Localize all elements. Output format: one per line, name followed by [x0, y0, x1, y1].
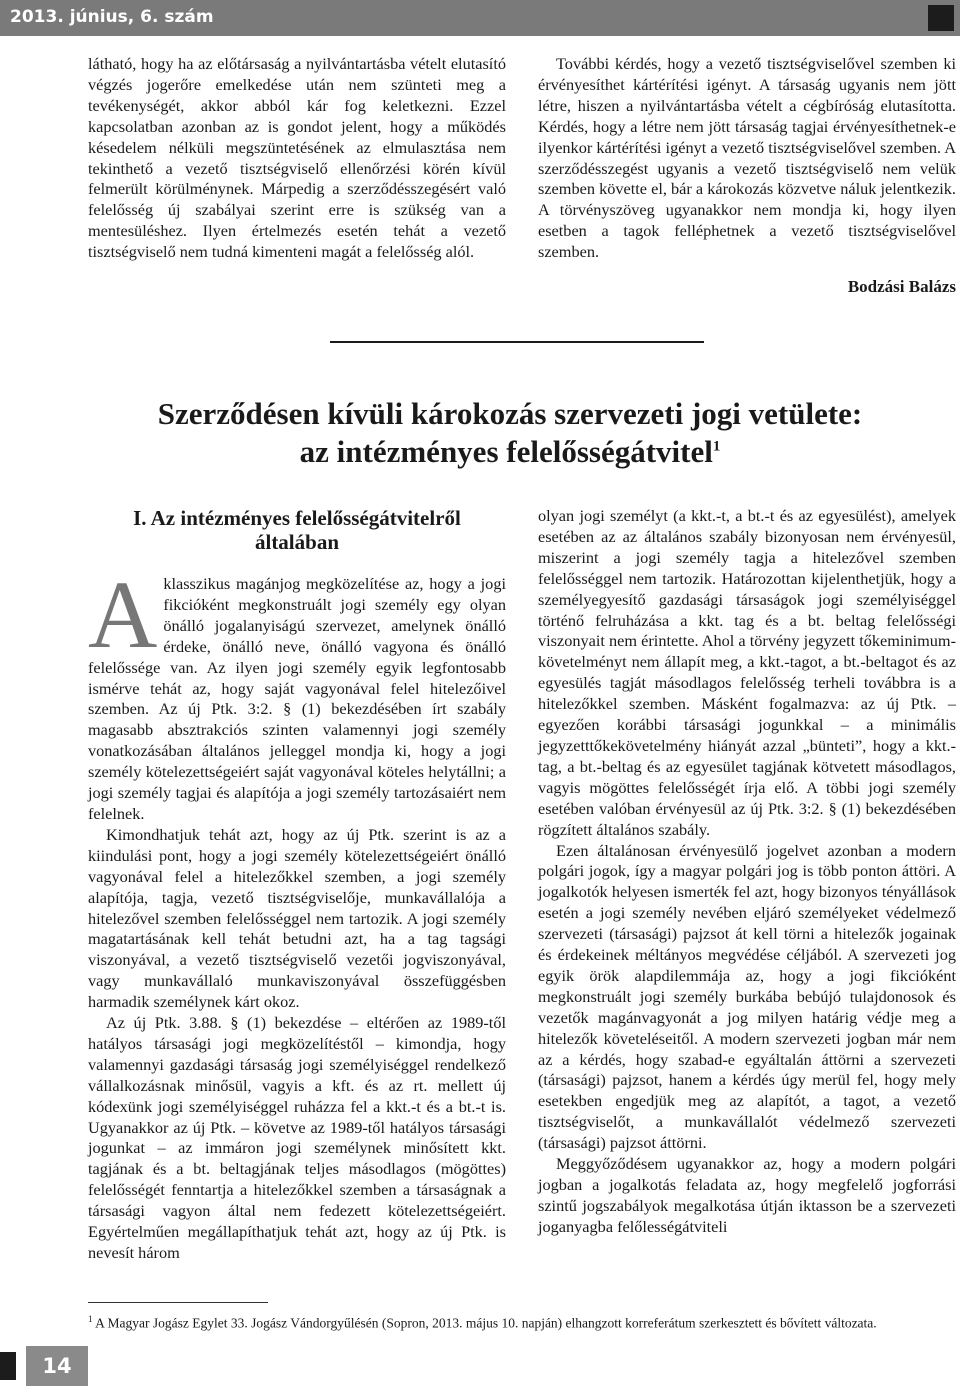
top-left-column	[88, 54, 506, 263]
first-paragraph: A klasszikus magánjog megközelítése az, hogy a jogi fikcióként megkonstruált jogi személy egy olyan önálló jogalanyiságú szervezet, amelynek önálló érdeke, önálló neve, önálló vagyona és önálló felelőssége van. Az ilyen jogi személy egyik legfontosabb ismérve tehát az, hogy saját vagyonával felel hitelezőivel szemben. Az új Ptk. 3:2. § (1) bekezdésében írt szabály magasabb absztrakciós szinten valamennyi jogi személy vonatkozásában általános jelleggel mondja ki, hogy a jogi személy kötelezettségeiért saját vagyonával köteles helytállni; a jogi személy tagjai és alapítója a jogi személy tartozásaiért nem felelnek.	[88, 561, 506, 823]
corner-marker	[928, 5, 954, 31]
paragraph: Meggyőződésem ugyanakkor az, hogy a modern polgári jogban a jogalkotás feladata az, hogy megfelelő jogforrási szintű jogszabályok megalkotása útján iktasson be a szervezeti joganyagba felőlességátviteli	[538, 1154, 956, 1236]
footnote-mark: 1	[88, 1314, 93, 1324]
article-title-line-1: Szerződésen kívüli károkozás szervezeti jogi vetülete:	[157, 396, 863, 431]
header-bar	[0, 0, 960, 36]
drop-cap: A	[88, 561, 158, 668]
section-heading: I. Az intézményes felelősségátvitelről általában	[133, 506, 461, 554]
title-footnote-mark[interactable]: 1	[712, 438, 721, 455]
issue-date: 2013. június, 6. szám	[10, 7, 214, 27]
paragraph: Ezen általánosan érvényesülő jogelvet azonban a modern polgári jogok, így a magyar polgári jog is több ponton áttöri. A jogalkotók helyesen ismerték fel azt, hogy bizonyos tényállások esetén a jogi személy nevében eljáró személyeket védelmező szervezeti (társasági) pajzsot át kell törni a hitelezők jogainak és érdekeinek méltányos megvédése céljából. A szervezeti jog egyik örök alapdilemmája az, hogy a jogi fikcióként megkonstruált jogi személy burkába bebújó tulajdonosok és vezetők magánvagyonát a jog milyen határig védje meg a hitelezők követeléseitől. A modern szervezeti jogban már nem az a kérdés, hogy szabad-e egyáltalán áttörni a szervezeti (társasági) pajzsot, hanem a kérdés úgy merül fel, hogy mely esetekben engedjük meg az alapítót, a tagot, a vezető tisztségviselőt, a munkavállalót védelmező szervezeti (társasági) pajzsot áttörni.	[538, 840, 956, 1153]
paragraph: olyan jogi személyt (a kkt.-t, a bt.-t és az egyesülést), amelyek esetében az az általános szabály bizonyosan nem érvényesül, miszerint a jogi személy tagja a hitelezővel szemben felelősséggel nem tartozik. Határozottan kijelenthetjük, hogy a személyegyesítő gazdasági társaságok jogi személyiséggel történő felruházása a kkt. tag és a bt. beltag felelősségi viszonyait nem érintette. Ahol a törvény jegyzett tőkeminimum-követelményt nem állapít meg, a kkt.-tagot, a bt.-beltagot és az egyesülés tagját másodlagos felelősség terheli továbbra is a hitelezőkkel szemben. Másként fogalmazva: az új Ptk. – egyezően korábbi társasági jogunkkal – a minimális jegyzetttőkekövetelmény hiányát azzal „bünteti”, hogy a kkt.-tag, a bt.-beltag és az egyesület tagjának kötvetett másodlagos, vagyis mögöttes felelősségét írja elő. A többi jogi személy esetében valóban érvényesül az új Ptk. 3:2. § (1) bekezdésében rögzített általános szabály.	[538, 506, 956, 839]
article-title-line-2: az intézményes felelősségátvitel$^1$	[299, 434, 721, 469]
bottom-left-column	[88, 506, 506, 1264]
paragraph: Az új Ptk. 3.88. § (1) bekezdése – eltérően az 1989-től hatályos társasági jogi megközelítéstől – kimondja, hogy valamennyi gazdasági társaság jogi személyiséggel rendelkező vállalkozásnak minősül, vagyis a kft. és az rt. mellett új kódexünk jogi személyiséggel ruházza fel a kkt.-t és a bt.-t is. Ugyanakkor az új Ptk. – követve az 1989-től hatályos társasági jogunkat – az immáron jogi személynek minősített kkt. tagjának és a bt. beltagjának teljes másodlagos (mögöttes) felelősségét fenntartja a hitelezőkkel szemben a társaságnak a társasági vagyon által nem fedezett kötelezettségeiért. Egyértelműen megállapíthatjuk tehát azt, hogy az új Ptk. is nevesít három	[88, 1013, 506, 1262]
article-title	[60, 395, 960, 471]
bottom-right-column	[538, 506, 956, 1238]
footnote-divider	[88, 1302, 268, 1303]
page-number: 14	[26, 1346, 88, 1386]
page-tab-marker	[0, 1352, 16, 1380]
top-right-column	[538, 54, 956, 298]
author-signature: Bodzási Balázs	[847, 277, 956, 297]
paragraph: További kérdés, hogy a vezető tisztségviselővel szemben ki érvényesíthet kártérítési igényt. A társaság ugyanis nem jött létre, hiszen a nyilvántartásba vételt a cégbíróság elutasította. Kérdés, hogy a létre nem jött társaság tagjai érvényesíthetnek-e ilyenkor kártérítési igényt a vezető tisztségviselővel szemben. A szerződésszegést ugyanis a vezető tisztségviselő nem velük szemben követte el, bár a károkozás közvetve náluk jelentkezik. A törvényszöveg ugyanakkor nem mondja ki, hogy ilyen esetben a tagok felléphetnek a vezető tisztségviselővel szemben.	[538, 54, 956, 262]
section-divider	[330, 341, 704, 343]
paragraph: Kimondhatjuk tehát azt, hogy az új Ptk. szerint is az a kiindulási pont, hogy a jogi személy kötelezettségeiért önálló vagyonával felel a hitelezőkkel szemben, a jogi személy alapítója, tagja, vezető tisztségviselője, munkavállalója a hitelezővel szemben felelősséggel nem tartozik. A jogi személy magatartásának kell tehát betudni azt, ha a tag tagsági viszonyával, a vezető tisztségviselő vezetői jogviszonyával, vagy munkavállaló munkaviszonyával összefüggésben harmadik személynek kárt okoz.	[88, 824, 506, 1012]
paragraph: látható, hogy ha az előtársaság a nyilvántartásba vételt elutasító végzés jogerőre emelkedése után nem szünteti meg a tevékenységét, akkor abból kár fog keletkezni. Ezzel kapcsolatban azonban az is gondot jelent, hogy a működés késedelem nélküli megszüntetésének az elmulasztása nem tekinthető a vezető tisztségviselő ellenőrzési körén kívül felmerült körülménynek. Márpedig a szerződésszegésért való felelősség új szabályai szerint erre is szükség van a mentesüléshez. Ilyen értelmezés esetén tehát a vezető tisztségviselő nem tudná kimenteni magát a felelősség alól.	[88, 54, 506, 262]
footnote: $^1$ A Magyar Jogász Egylet 33. Jogász Vándorgyűlésén (Sopron, 2013. május 10. napján) elhangzott korreferátum szerkesztett és bővített változata.	[88, 1314, 877, 1331]
